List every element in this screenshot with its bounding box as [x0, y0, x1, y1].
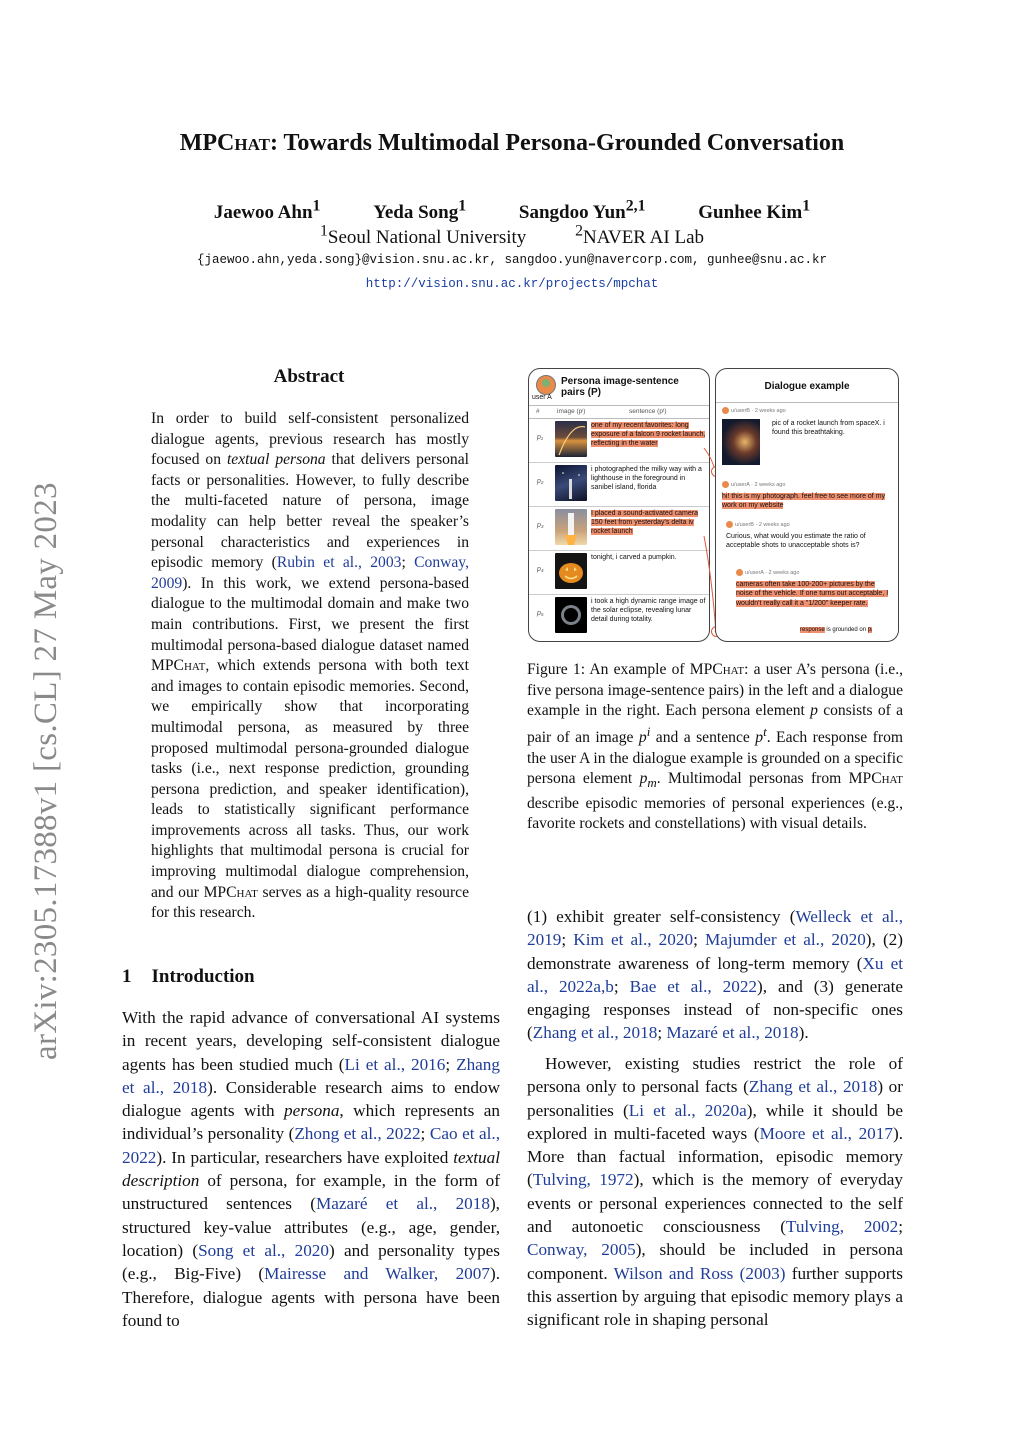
affiliations — [0, 223, 1024, 249]
citation-link[interactable]: Zhang et al., 2018 — [532, 1023, 658, 1043]
citation-link[interactable]: Xu et al., 2022a,b — [527, 953, 903, 996]
citation-link[interactable]: Li et al., 2016 — [344, 1054, 446, 1074]
milky-way-lighthouse-image — [555, 465, 587, 501]
persona-row: p₄ tonight, i carved a pumpkin. — [529, 550, 709, 595]
citation-link[interactable]: Rubin et al., 2003 — [276, 554, 402, 572]
persona-table-header: # image (pᶦ) sentence (pᵗ) — [529, 405, 709, 419]
persona-panel-title: Persona image-sentence pairs (P) — [561, 376, 679, 398]
citation-link[interactable]: Tulving, 1972 — [532, 1170, 634, 1190]
citation-link[interactable]: Zhang et al., 2018 — [122, 1054, 500, 1097]
dialogue-message: u/userB · 2 weeks ago Curious, what would you estimate the ratio of acceptable shots to unacceptable shots is? — [726, 522, 866, 549]
user-label: user A — [532, 394, 552, 401]
persona-row: p₁ one of my recent favorites: long exposure of a falcon 9 rocket launch, reflecting in the water — [529, 418, 709, 463]
rocket-launch-image — [555, 421, 587, 457]
citation-link[interactable]: Li et al., 2020a — [628, 1100, 747, 1120]
author: Sangdoo Yun$^{2,1}$ — [518, 198, 646, 224]
persona-row: p₃ I placed a sound-activated camera 150 feet from yesterday's delta iv rocket launch — [529, 506, 709, 551]
figure-1-caption: Figure 1: An example of MPChat: a user A’s persona (i.e., five persona image-sentence pairs) in the left and a dialogue example in the right. Each persona element p consists of a pair of an image $p^i$ and a sentence $p^t$. Each response from the user A in the dialogue example is grounded on a specific persona element $p_m$. Multimodal personas from MPChat describe episodic memories of personal experiences (e.g., favorite rockets and constellations) with visual details. — [527, 661, 904, 833]
delta-rocket-image — [555, 509, 587, 545]
citation-link[interactable]: Welleck et al., 2019 — [527, 907, 903, 950]
citation-link[interactable]: Mazaré et al., 2018 — [666, 1023, 799, 1043]
author-list — [0, 198, 1024, 224]
paper-title: MPChat: Towards Multimodal Persona-Grounded Conversation — [179, 130, 845, 156]
citation-link[interactable]: Song et al., 2020 — [198, 1240, 329, 1260]
persona-row: p₅ i took a high dynamic range image of the solar eclipse, revealing lunar detail during totality. — [529, 594, 709, 640]
author: Yeda Song$^1$ — [373, 198, 467, 224]
persona-row: p₂ i photographed the milky way with a lighthouse in the foreground in sanibel island, florida — [529, 462, 709, 507]
section-heading: 1 Introduction — [122, 966, 255, 987]
carved-pumpkin-image — [555, 553, 587, 589]
persona-panel — [528, 368, 710, 642]
user-avatar — [536, 375, 556, 395]
right-column-paragraph: However, existing studies restrict the role of persona only to personal facts (Zhang et al., 2018) or personalities (Li et al., 2020a), while it should be explored in multi-faceted ways (Moore et al., 2017). More than factual information, episodic memory (Tulving, 1972), which is the memory of everyday events or personal experiences connected to the self and autonoetic consciousness (Tulving, 2002; Conway, 2005), should be included in persona component. Wilson and Ross (2003) further supports this assertion by arguing that episodic memory plays a significant role in shaping personal — [527, 1054, 903, 1330]
rocket-post-image — [722, 419, 760, 465]
right-column-paragraph: (1) exhibit greater self-consistency (Welleck et al., 2019; Kim et al., 2020; Majumder et al., 2020), (2) demonstrate awareness of long-term memory (Xu et al., 2022a,b; Bae et al., 2022), and (3) generate engaging responses instead of non-specific ones (Zhang et al., 2018; Mazaré et al., 2018). — [527, 907, 904, 1043]
affiliation: $^2$NAVER AI Lab — [575, 223, 705, 249]
abstract-body: In order to build self-consistent personalized dialogue agents, previous research has mostly focused on textual persona that delivers personal facts or personalities. However, to fully describe the multi-faceted nature of persona, image modality can help better reveal the speaker’s personal characteristics and experiences in episodic memory (Rubin et al., 2003; Conway, 2009). In this work, we extend persona-based dialogue to the multimodal domain and make two main contributions. First, we present the first multimodal persona-based dialogue dataset named MPChat, which extends persona with both text and images to contain episodic memories. Second, we empirically show that incorporating multimodal persona, as measured by three proposed multimodal persona-grounded dialogue tasks (i.e., next response prediction, grounding persona prediction, and speaker identification), leads to statistically significant performance improvements across all tasks. Thus, our work highlights that multimodal persona is crucial for improving multimodal dialogue comprehension, and our MPChat serves as a high-quality resource for this research. — [151, 410, 469, 922]
citation-link[interactable]: Majumder et al., 2020 — [704, 930, 866, 950]
project-url-link[interactable]: http://vision.snu.ac.kr/projects/mpchat — [365, 277, 659, 291]
dialogue-panel-title: Dialogue example — [764, 381, 850, 392]
dialogue-panel — [715, 368, 899, 642]
citation-link[interactable]: Mazaré et al., 2018 — [315, 1194, 490, 1214]
dialogue-message: u/userB · 2 weeks ago pic of a rocket launch from spaceX. i found this breathtaking. — [722, 407, 892, 438]
citation-link[interactable]: Mairesse and Walker, 2007 — [264, 1264, 490, 1284]
arxiv-stamp: arXiv:2305.17388v1 [cs.CL] 27 May 2023 — [28, 482, 64, 1060]
figure-legend: response is grounded on pᵢ — [800, 627, 873, 633]
author-emails: {jaewoo.ahn,yeda.song}@vision.snu.ac.kr, sangdoo.yun@navercorp.com, gunhee@snu.ac.kr — [196, 253, 828, 267]
citation-link[interactable]: Tulving, 2002 — [785, 1217, 899, 1237]
citation-link[interactable]: Conway, 2009 — [151, 554, 469, 592]
citation-link[interactable]: Conway, 2005 — [527, 1240, 636, 1260]
abstract-heading: Abstract — [273, 366, 345, 387]
citation-link[interactable]: Kim et al., 2020 — [573, 930, 694, 950]
author: Gunhee Kim$^1$ — [698, 198, 811, 224]
author: Jaewoo Ahn$^1$ — [213, 198, 321, 224]
citation-link[interactable]: Cao et al., 2022 — [122, 1124, 500, 1167]
citation-link[interactable]: Moore et al., 2017 — [759, 1123, 893, 1143]
figure-1 — [528, 368, 900, 643]
solar-eclipse-image — [555, 597, 587, 633]
dialogue-message: u/userA · 2 weeks ago hi! this is my photograph. feel free to see more of my work on my website — [722, 482, 886, 509]
citation-link[interactable]: Wilson and Ross (2003) — [613, 1263, 786, 1283]
title-prefix: MPChat — [179, 130, 270, 156]
affiliation: $^1$Seoul National University — [319, 223, 527, 249]
intro-paragraph: With the rapid advance of conversational AI systems in recent years, developing self-consistent dialogue agents has been studied much (Li et al., 2016; Zhang et al., 2018). Considerable research aims to endow dialogue agents with persona, which represents an individual’s personality (Zhong et al., 2022; Cao et al., 2022). In particular, researchers have exploited textual description of persona, for example, in the form of unstructured sentences (Mazaré et al., 2018), structured key-value attributes (e.g., age, gender, location) (Song et al., 2020) and personality types (e.g., Big-Five) (Mairesse and Walker, 2007). Therefore, dialogue agents with persona have been found to — [122, 1008, 500, 1330]
dialogue-message: u/userA · 2 weeks ago cameras often take 100-200+ pictures by the noise of the vehicle. If one turns out acceptable, I wouldn't really call it a "1/200" keeper rate. — [736, 570, 889, 607]
citation-link[interactable]: Zhang et al., 2018 — [748, 1077, 878, 1097]
citation-link[interactable]: Bae et al., 2022 — [629, 976, 758, 996]
citation-link[interactable]: Zhong et al., 2022 — [294, 1124, 421, 1144]
